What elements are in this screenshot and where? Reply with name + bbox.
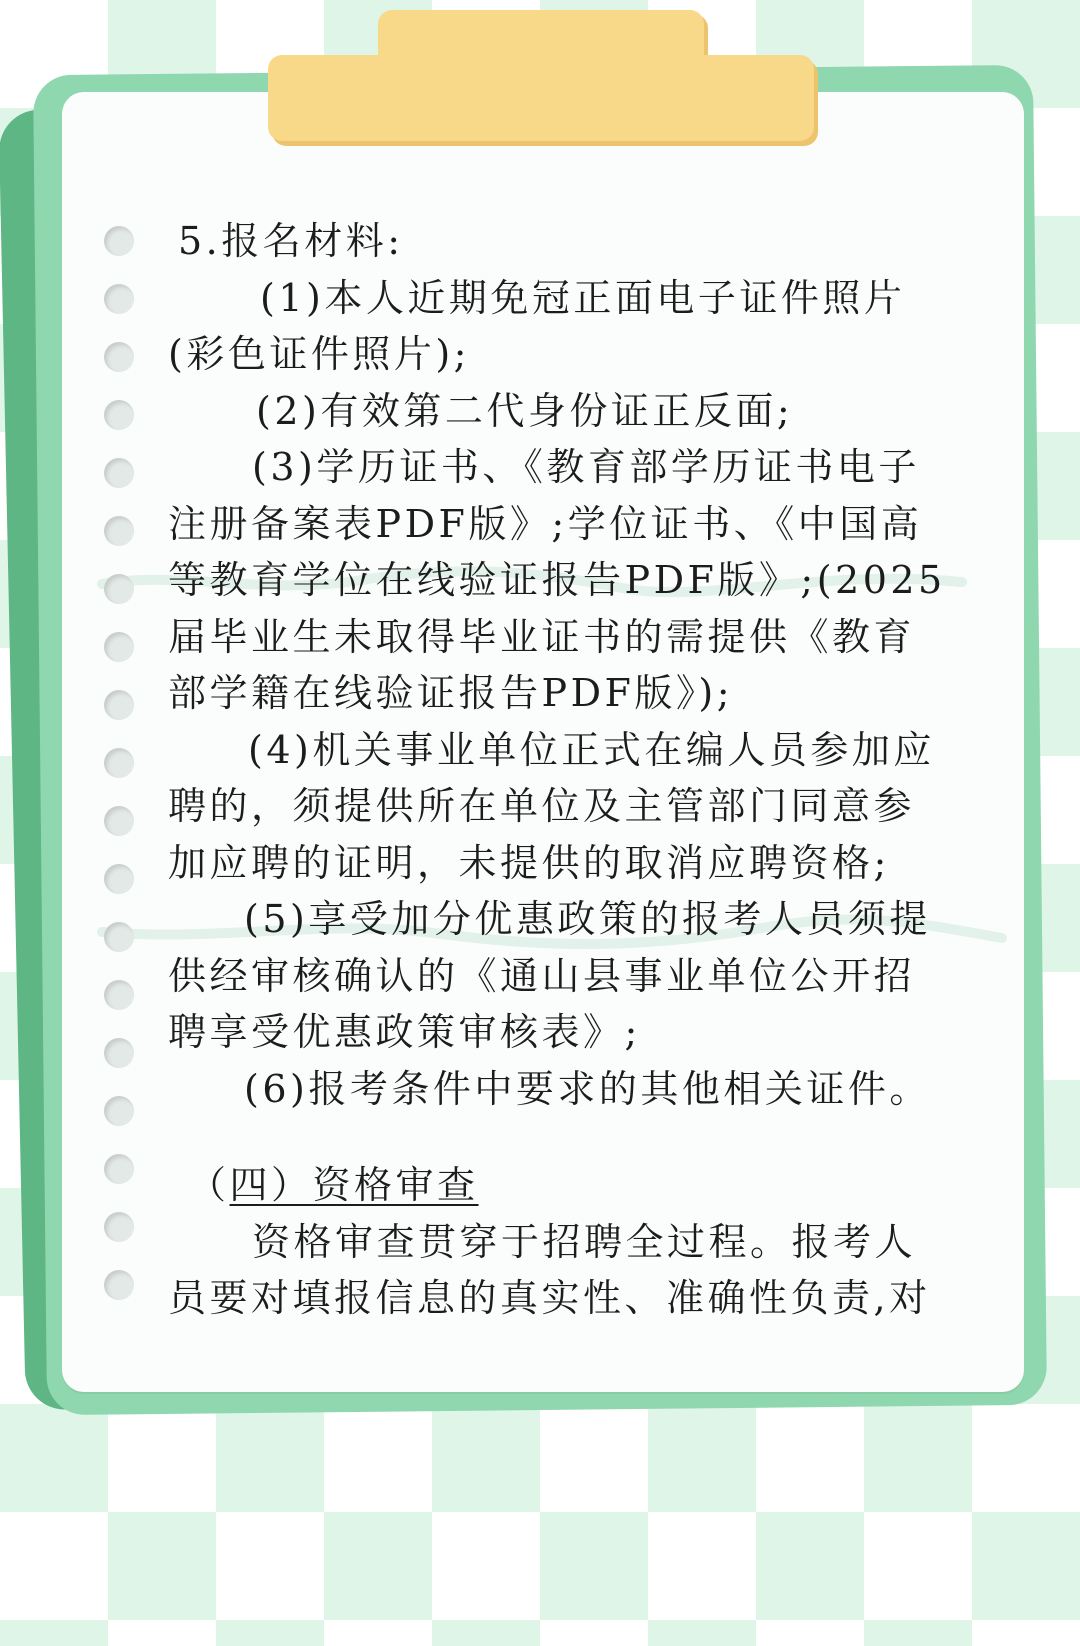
item-5-line-3: 聘享受优惠政策审核表》; bbox=[168, 1010, 641, 1054]
binder-hole bbox=[104, 632, 134, 662]
materials-heading: 5.报名材料: bbox=[178, 219, 404, 263]
item-4-line-1: (4)机关事业单位正式在编人员参加应 bbox=[248, 727, 935, 772]
item-6-line-1: (6)报考条件中要求的其他相关证件。 bbox=[244, 1066, 931, 1111]
binder-hole bbox=[104, 284, 134, 314]
item-5-line-2: 供经审核确认的《通山县事业单位公开招 bbox=[168, 953, 916, 998]
binder-hole bbox=[104, 458, 134, 488]
binder-hole bbox=[104, 980, 134, 1010]
item-3-line-3: 等教育学位在线验证报告PDF版》;(2025 bbox=[168, 558, 946, 602]
item-4-line-3: 加应聘的证明，未提供的取消应聘资格; bbox=[168, 840, 890, 885]
item-3-line-4: 届毕业生未取得毕业证书的需提供《教育 bbox=[168, 614, 916, 659]
binder-hole bbox=[104, 1154, 134, 1184]
item-1-line-2: (彩色证件照片); bbox=[168, 332, 470, 376]
binder-hole bbox=[104, 1038, 134, 1068]
section-paragraph-line-2: 员要对填报信息的真实性、准确性负责,对 bbox=[168, 1276, 931, 1320]
binder-hole bbox=[104, 400, 134, 430]
binder-hole bbox=[104, 748, 134, 778]
binder-hole bbox=[104, 922, 134, 952]
section-gap bbox=[168, 1117, 960, 1157]
binder-hole bbox=[104, 574, 134, 604]
item-2-line-1: (2)有效第二代身份证正反面; bbox=[256, 388, 794, 433]
binder-hole bbox=[104, 1212, 134, 1242]
binder-hole bbox=[104, 864, 134, 894]
section-title-prefix: （ bbox=[188, 1163, 230, 1207]
binder-hole bbox=[104, 1096, 134, 1126]
binder-hole bbox=[104, 516, 134, 546]
item-3-line-1: (3)学历证书、《教育部学历证书电子 bbox=[252, 445, 920, 489]
binder-holes bbox=[104, 226, 140, 1646]
binder-hole bbox=[104, 1270, 134, 1300]
binder-hole bbox=[104, 690, 134, 720]
item-1-line-1: (1)本人近期免冠正面电子证件照片 bbox=[260, 275, 906, 320]
binder-hole bbox=[104, 342, 134, 372]
binder-hole bbox=[104, 806, 134, 836]
item-5-line-1: (5)享受加分优惠政策的报考人员须提 bbox=[244, 897, 931, 941]
clip-base bbox=[268, 55, 814, 141]
item-4-line-2: 聘的，须提供所在单位及主管部门同意参 bbox=[168, 784, 916, 828]
binder-hole bbox=[104, 226, 134, 256]
item-3-line-5: 部学籍在线验证报告PDF版》); bbox=[168, 671, 734, 715]
document-text bbox=[168, 213, 960, 1327]
section-paragraph-line-1: 资格审查贯穿于招聘全过程。报考人 bbox=[252, 1219, 917, 1264]
item-3-line-2: 注册备案表PDF版》;学位证书、《中国高 bbox=[168, 501, 923, 546]
section-title bbox=[168, 1157, 960, 1214]
section-title-text: 四）资格审查 bbox=[229, 1163, 479, 1207]
